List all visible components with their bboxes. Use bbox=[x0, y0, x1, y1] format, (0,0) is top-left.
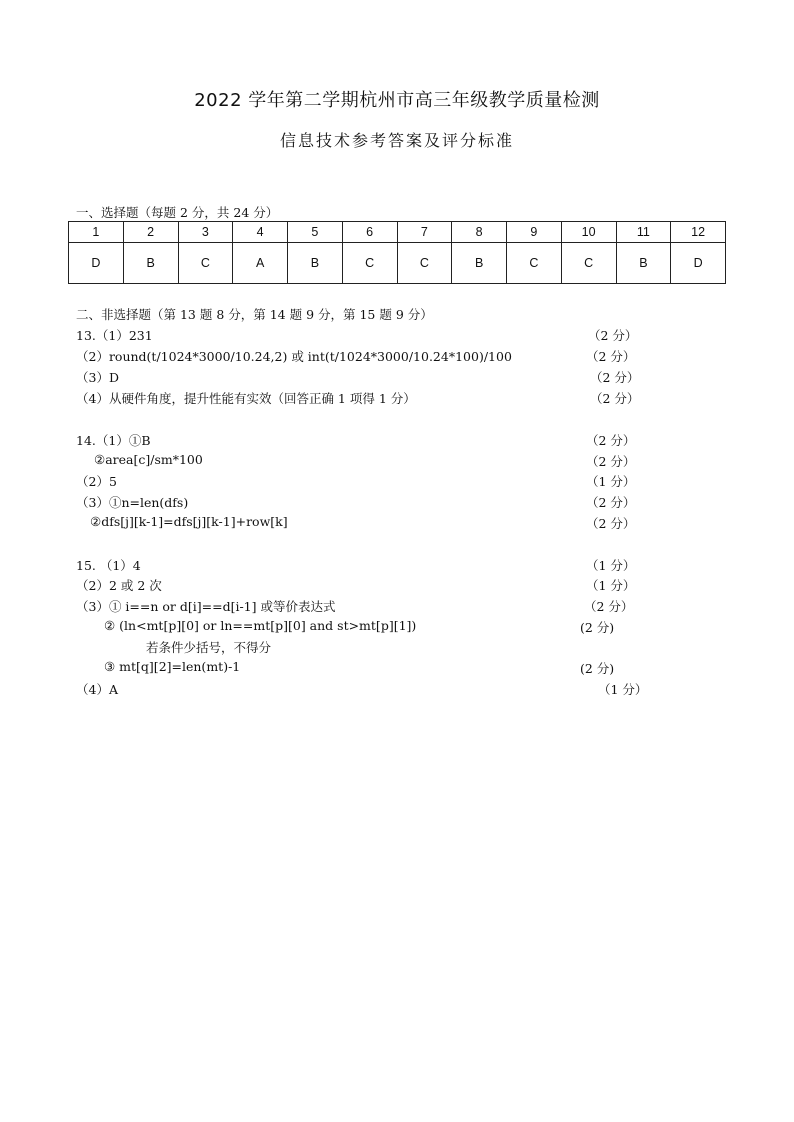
score-label: （2 分） bbox=[590, 391, 640, 406]
question-number: 8 bbox=[452, 222, 507, 243]
score-label: (2 分) bbox=[580, 661, 615, 676]
question-number: 3 bbox=[178, 222, 233, 243]
answer-text: （3）① i==n or d[i]==d[i-1] 或等价表达式 bbox=[76, 599, 336, 614]
answer-cell: B bbox=[288, 243, 343, 284]
part2-heading: 二、非选择题（第 13 题 8 分，第 14 题 9 分，第 15 题 9 分） bbox=[76, 307, 433, 322]
answer-text: ② (ln<mt[p][0] or ln==mt[p][0] and st>mt[p][1]) bbox=[104, 618, 417, 633]
score-label: （2 分） bbox=[586, 349, 636, 364]
choice-answer-table bbox=[68, 221, 726, 284]
page-title: 2022 学年第二学期杭州市高三年级教学质量检测 bbox=[194, 90, 600, 111]
answer-cell: A bbox=[233, 243, 288, 284]
q15-note-line bbox=[76, 638, 736, 658]
answer-cell: D bbox=[671, 243, 726, 284]
q13-line bbox=[76, 389, 736, 409]
note-text: 若条件少括号，不得分 bbox=[146, 640, 272, 655]
answer-cell: C bbox=[178, 243, 233, 284]
score-label: （2 分） bbox=[590, 370, 640, 385]
q14-line bbox=[76, 452, 736, 472]
q14-line bbox=[76, 493, 736, 513]
page-subtitle: 信息技术参考答案及评分标准 bbox=[279, 131, 514, 150]
answer-cell: D bbox=[69, 243, 124, 284]
answer-text: 14.（1）①B bbox=[76, 433, 151, 448]
question-number: 11 bbox=[616, 222, 671, 243]
question-number: 4 bbox=[233, 222, 288, 243]
answer-text: 13.（1）231 bbox=[76, 328, 153, 343]
answer-text: （2）2 或 2 次 bbox=[76, 578, 162, 593]
q14-line bbox=[76, 431, 736, 451]
score-label: （1 分） bbox=[586, 558, 636, 573]
q13-line bbox=[76, 347, 736, 367]
score-label: （1 分） bbox=[586, 474, 636, 489]
question-number: 7 bbox=[397, 222, 452, 243]
answer-text: ③ mt[q][2]=len(mt)-1 bbox=[104, 659, 241, 674]
score-label: （2 分） bbox=[586, 454, 636, 469]
score-label: （2 分） bbox=[586, 516, 636, 531]
answer-text: ②dfs[j][k-1]=dfs[j][k-1]+row[k] bbox=[90, 514, 288, 529]
answer-cell: C bbox=[507, 243, 562, 284]
score-label: （1 分） bbox=[586, 578, 636, 593]
q15-line bbox=[76, 597, 736, 617]
q14-line bbox=[76, 514, 736, 534]
question-number: 1 bbox=[69, 222, 124, 243]
answer-row bbox=[69, 243, 726, 284]
question-number: 10 bbox=[561, 222, 616, 243]
question-number: 5 bbox=[288, 222, 343, 243]
question-number: 6 bbox=[342, 222, 397, 243]
score-label: （2 分） bbox=[586, 495, 636, 510]
score-label: (2 分) bbox=[580, 620, 615, 635]
answer-cell: B bbox=[123, 243, 178, 284]
q15-line bbox=[76, 659, 736, 679]
answer-text: （3）D bbox=[76, 370, 119, 385]
answer-text: （4）A bbox=[76, 682, 118, 697]
answer-text: （4）从硬件角度，提升性能有实效（回答正确 1 项得 1 分） bbox=[76, 391, 416, 406]
part1-heading: 一、选择题（每题 2 分，共 24 分） bbox=[76, 205, 279, 220]
answer-cell: B bbox=[452, 243, 507, 284]
answer-cell: C bbox=[397, 243, 452, 284]
answer-text: ②area[c]/sm*100 bbox=[94, 452, 203, 467]
q15-line bbox=[76, 680, 736, 700]
question-number: 2 bbox=[123, 222, 178, 243]
question-number: 12 bbox=[671, 222, 726, 243]
score-label: （2 分） bbox=[586, 433, 636, 448]
q13-line bbox=[76, 326, 736, 346]
answer-text: （3）①n=len(dfs) bbox=[76, 495, 189, 510]
answer-cell: C bbox=[561, 243, 616, 284]
score-label: （2 分） bbox=[584, 599, 634, 614]
score-label: （2 分） bbox=[588, 328, 638, 343]
answer-cell: B bbox=[616, 243, 671, 284]
q15-line bbox=[76, 576, 736, 596]
answer-text: （2）5 bbox=[76, 474, 117, 489]
answer-text: （2）round(t/1024*3000/10.24,2) 或 int(t/1024*3000/10.24*100)/100 bbox=[76, 349, 512, 364]
q14-line bbox=[76, 472, 736, 492]
q15-line bbox=[76, 556, 736, 576]
question-number-row bbox=[69, 222, 726, 243]
answer-text: 15. （1）4 bbox=[76, 558, 141, 573]
answer-cell: C bbox=[342, 243, 397, 284]
q13-line bbox=[76, 368, 736, 388]
score-label: （1 分） bbox=[598, 682, 648, 697]
q15-line bbox=[76, 618, 736, 638]
question-number: 9 bbox=[507, 222, 562, 243]
